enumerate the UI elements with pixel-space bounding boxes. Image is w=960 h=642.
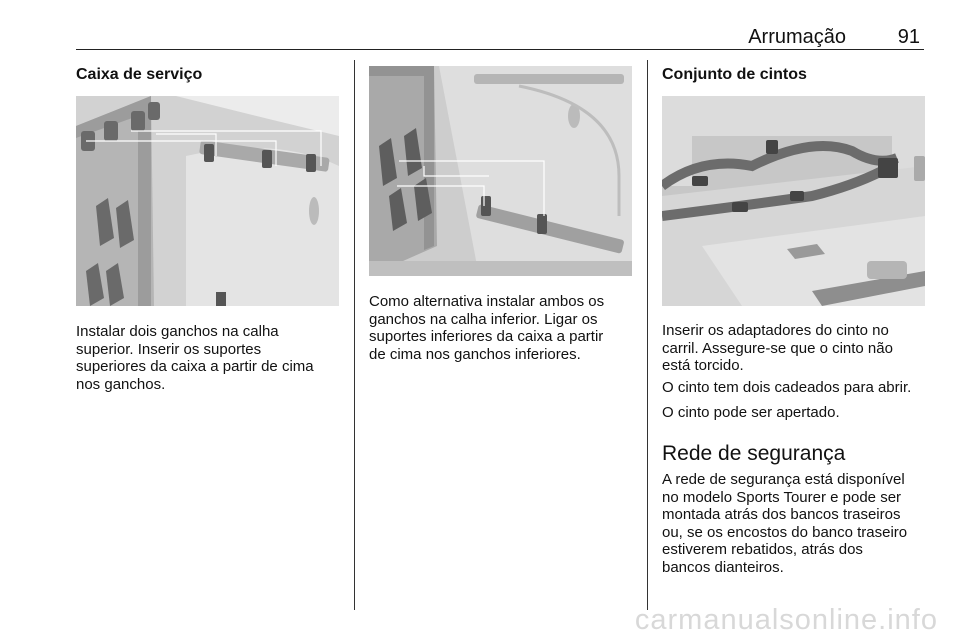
service-box-instructions: Instalar dois ganchos na calha superior. Inserir os suportes superiores da caixa a partir de cima nos ganchos. <box>76 323 314 393</box>
column-divider-1 <box>354 60 355 610</box>
figure-belt-set <box>662 96 925 306</box>
safety-net-description: A rede de segurança está disponível no modelo Sports Tourer e pode ser montada atrás dos bancos traseiros ou, se os encostos do banco traseiro estiverem rebatidos, atrás dos bancos dianteiros. <box>662 471 908 576</box>
figure-service-box-lower-rail <box>369 66 632 276</box>
belt-set-instructions-3: O cinto pode ser apertado. <box>662 404 840 421</box>
heading-safety-net: Rede de segurança <box>662 442 846 465</box>
belt-set-instructions-1: Inserir os adaptadores do cinto no carril. Assegure-se que o cinto não está torcido. <box>662 322 893 374</box>
section-title-belt-set: Conjunto de cintos <box>662 66 807 83</box>
section-title-service-box: Caixa de serviço <box>76 66 203 83</box>
chapter-title: Arrumação <box>748 26 846 48</box>
belt-set-instructions-2: O cinto tem dois cadeados para abrir. <box>662 379 912 396</box>
header-divider <box>76 49 924 50</box>
column-divider-2 <box>647 60 648 610</box>
watermark: carmanualsonline.info <box>634 604 938 636</box>
page-number: 91 <box>897 26 920 48</box>
figure-service-box-upper-rail <box>76 96 339 306</box>
lower-rail-instructions: Como alternativa instalar ambos os ganchos na calha inferior. Ligar os suportes inferiores da caixa a partir de cima nos ganchos inferiores. <box>369 293 605 363</box>
